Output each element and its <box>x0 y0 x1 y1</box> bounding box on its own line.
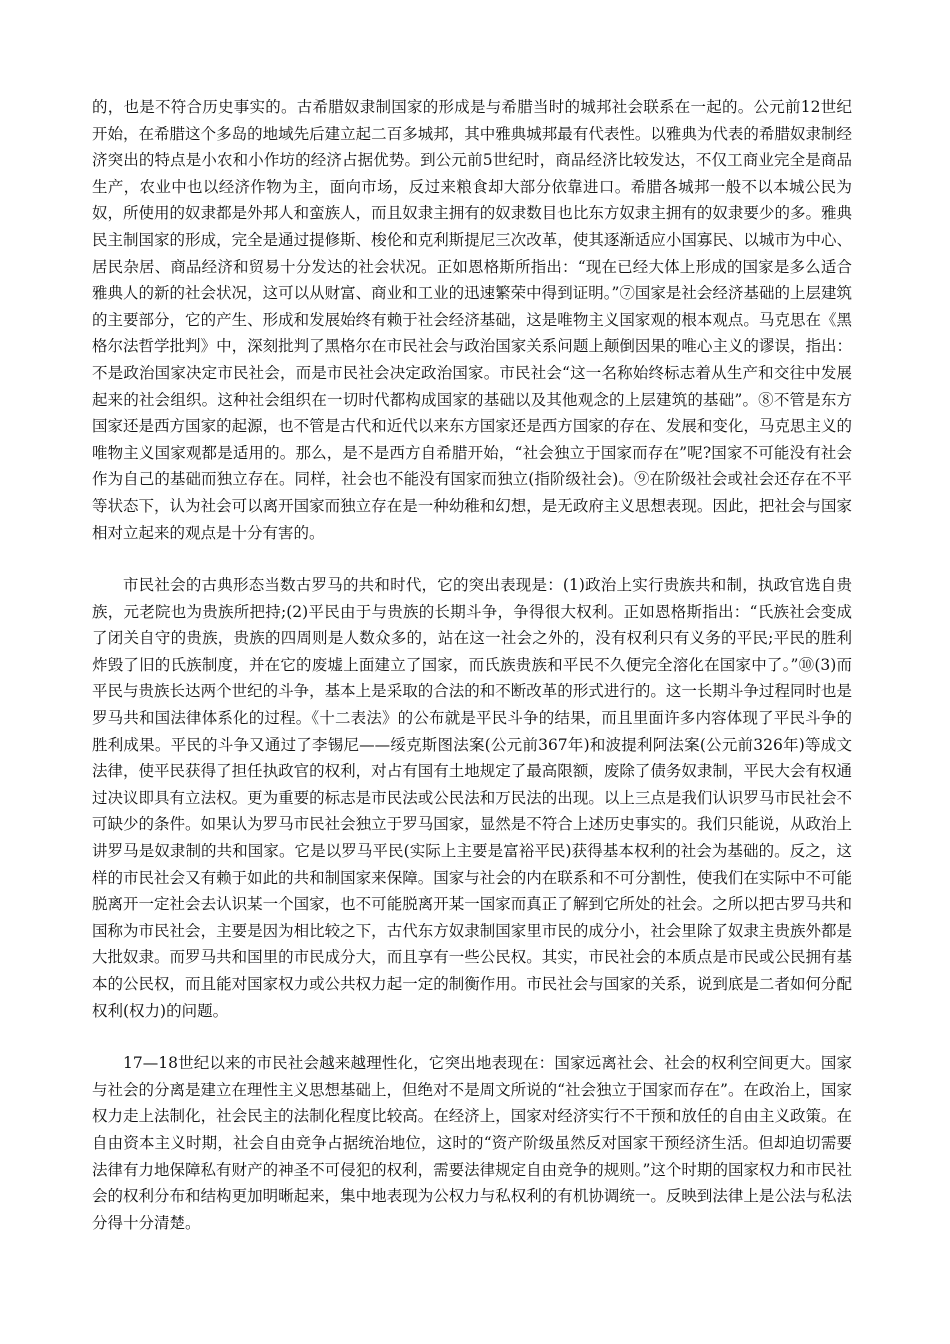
paragraph-1: 的，也是不符合历史事实的。古希腊奴隶制国家的形成是与希腊当时的城邦社会联系在一起的。公元前12世纪开始，在希腊这个多岛的地域先后建立起二百多城邦，其中雅典城邦最有代表性。以雅典为代表的希腊奴隶制经济突出的特点是小农和小作坊的经济占据优势。到公元前5世纪时，商品经济比较发达，不仅工商业完全是商品生产，农业中也以经济作物为主，面向市场，反过来粮食却大部分依靠进口。希腊各城邦一般不以本城公民为奴，所使用的奴隶都是外邦人和蛮族人，而且奴隶主拥有的奴隶数目也比东方奴隶主拥有的奴隶要少的多。雅典民主制国家的形成，完全是通过提修斯、梭伦和克利斯提尼三次改革，使其逐渐适应小国寡民、以城市为中心、居民杂居、商品经济和贸易十分发达的社会状况。正如恩格斯所指出：“现在已经大体上形成的国家是多么适合雅典人的新的社会状况，这可以从财富、商业和工业的迅速繁荣中得到证明。”⑦国家是社会经济基础的上层建筑的主要部分，它的产生、形成和发展始终有赖于社会经济基础，这是唯物主义国家观的根本观点。马克思在《黑格尔法哲学批判》中，深刻批判了黑格尔在市民社会与政治国家关系问题上颠倒因果的唯心主义的谬误，指出：不是政治国家决定市民社会，而是市民社会决定政治国家。市民社会“这一名称始终标志着从生产和交往中发展起来的社会组织。这种社会组织在一切时代都构成国家的基础以及其他观念的上层建筑的基础”。⑧不管是东方国家还是西方国家的起源，也不管是古代和近代以来东方国家还是西方国家的存在、发展和变化，马克思主义的唯物主义国家观都是适用的。那么，是不是西方自希腊开始，“社会独立于国家而存在”呢?国家不可能没有社会作为自己的基础而独立存在。同样，社会也不能没有国家而独立(指阶级社会)。⑨在阶级社会或社会还存在不平等状态下，认为社会可以离开国家而独立存在是一种幼稚和幻想，是无政府主义思想表现。因此，把社会与国家相对立起来的观点是十分有害的。 <box>92 98 852 542</box>
paragraph-2: 市民社会的古典形态当数古罗马的共和时代，它的突出表现是：(1)政治上实行贵族共和制，执政官选自贵族，元老院也为贵族所把持;(2)平民由于与贵族的长期斗争，争得很大权利。正如恩格斯指出：“氏族社会变成了闭关自守的贵族，贵族的四周则是人数众多的，站在这一社会之外的，没有权利只有义务的平民;平民的胜利炸毁了旧的氏族制度，并在它的废墟上面建立了国家，而氏族贵族和平民不久便完全溶化在国家中了。”⑩(3)而平民与贵族长达两个世纪的斗争，基本上是采取的合法的和不断改革的形式进行的。这一长期斗争过程同时也是罗马共和国法律体系化的过程。《十二表法》的公布就是平民斗争的结果，而且里面许多内容体现了平民斗争的胜利成果。平民的斗争又通过了李锡尼——绥克斯图法案(公元前367年)和波提利阿法案(公元前326年)等成文法律，使平民获得了担任执政官的权利，对占有国有土地规定了最高限额，废除了债务奴隶制，平民大会有权通过决议即具有立法权。更为重要的标志是市民法或公民法和万民法的出现。以上三点是我们认识罗马市民社会不可缺少的条件。如果认为罗马市民社会独立于罗马国家，显然是不符合上述历史事实的。我们只能说，从政治上讲罗马是奴隶制的共和国家。它是以罗马平民(实际上主要是富裕平民)获得基本权利的社会为基础的。反之，这样的市民社会又有赖于如此的共和制国家来保障。国家与社会的内在联系和不可分割性，使我们在实际中不可能脱离开一定社会去认识某一个国家，也不可能脱离开某一国家而真正了解到它所处的社会。之所以把古罗马共和国称为市民社会，主要是因为相比较之下，古代东方奴隶制国家里市民的成分小，社会里除了奴隶主贵族外都是大批奴隶。而罗马共和国里的市民成分大，而且享有一些公民权。其实，市民社会的本质点是市民或公民拥有基本的公民权，而且能对国家权力或公共权力起一定的制衡作用。市民社会与国家的关系，说到底是二者如何分配权利(权力)的问题。 <box>92 576 852 1020</box>
document-page <box>92 94 852 1236</box>
paragraph-3: 17—18世纪以来的市民社会越来越理性化，它突出地表现在：国家远离社会、社会的权利空间更大。国家与社会的分离是建立在理性主义思想基础上，但绝对不是周文所说的“社会独立于国家而存在”。在政治上，国家权力走上法制化，社会民主的法制化程度比较高。在经济上，国家对经济实行不干预和放任的自由主义政策。在自由资本主义时期，社会自由竞争占据统治地位，这时的“资产阶级虽然反对国家干预经济生活。但却迫切需要法律有力地保障私有财产的神圣不可侵犯的权利，需要法律规定自由竞争的规则。”这个时期的国家权力和市民社会的权利分布和结构更加明晰起来，集中地表现为公权力与私权利的有机协调统一。反映到法律上是公法与私法分得十分清楚。 <box>92 1054 852 1232</box>
